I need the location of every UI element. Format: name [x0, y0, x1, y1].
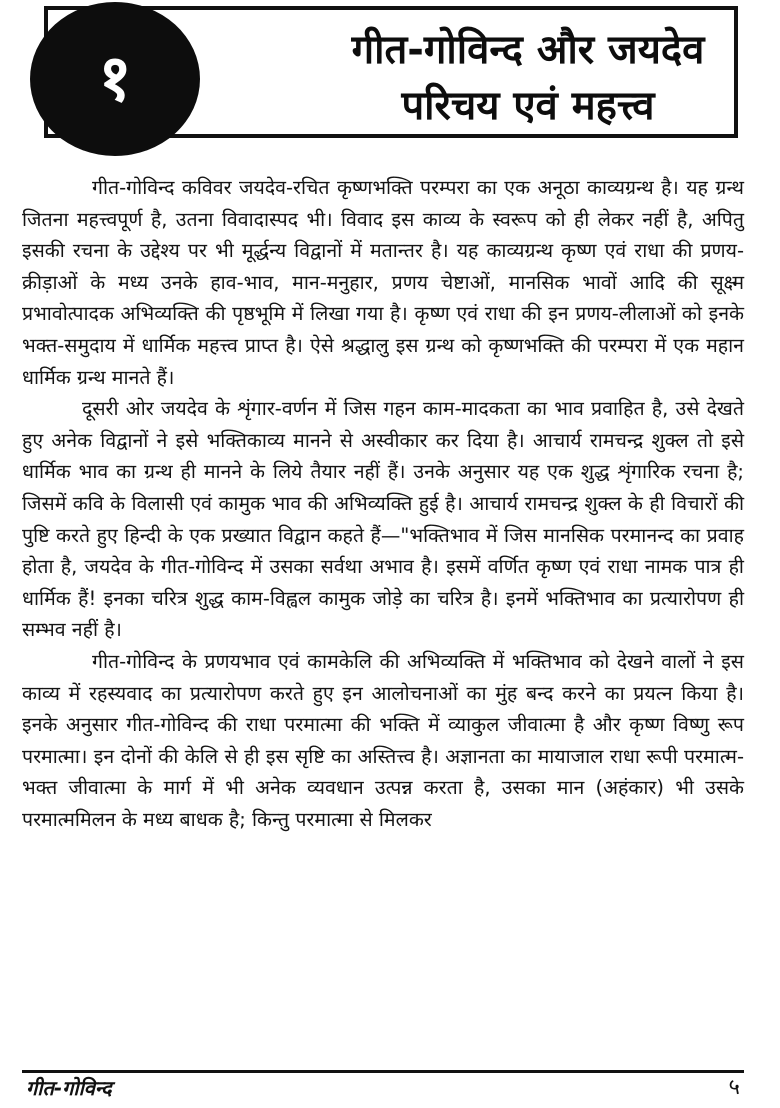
paragraph-1: गीत-गोविन्द कविवर जयदेव-रचित कृष्णभक्ति परम्परा का एक अनूठा काव्यग्रन्थ है। यह ग्रन्थ जितना महत्त्वपूर्ण है, उतना विवादास्पद भी। विवाद इस काव्य के स्वरूप को ही लेकर नहीं है, अपितु इसकी रचना के उद्देश्य पर भी मूर्द्धन्य विद्वानों में मतान्तर है। यह काव्यग्रन्थ कृष्ण एवं राधा की प्रणय-क्रीड़ाओं के मध्य उनके हाव-भाव, मान-मनुहार, प्रणय चेष्टाओं, मानसिक भावों आदि की सूक्ष्म प्रभावोत्पादक अभिव्यक्ति की पृष्ठभूमि में लिखा गया है। कृष्ण एवं राधा की इन प्रणय-लीलाओं को इनके भक्त-समुदाय में धार्मिक महत्त्व प्राप्त है। ऐसे श्रद्धालु इस ग्रन्थ को कृष्णभक्ति की परम्परा में एक महान धार्मिक ग्रन्थ मानते हैं।	[22, 176, 744, 389]
paragraph-3: गीत-गोविन्द के प्रणयभाव एवं कामकेलि की अभिव्यक्ति में भक्तिभाव को देखने वालों ने इस काव्य में रहस्यवाद का प्रत्यारोपण करते हुए इन आलोचनाओं का मुंह बन्द करने का प्रयत्न किया है। इनके अनुसार गीत-गोविन्द की राधा परमात्मा की भक्ति में व्याकुल जीवात्मा है और कृष्ण विष्णु रूप परमात्मा। इन दोनों की केलि से ही इस सृष्टि का अस्तित्त्व है। अज्ञानता का मायाजाल राधा रूपी परमात्म-भक्त जीवात्मा के मार्ग में भी अनेक व्यवधान उत्पन्न करता है, उसका मान (अहंकार) भी उसके परमात्ममिलन के मध्य बाधक है; किन्तु परमात्मा से मिलकर	[22, 649, 744, 831]
chapter-number: १	[98, 42, 132, 116]
paragraph-2: दूसरी ओर जयदेव के शृंगार-वर्णन में जिस गहन काम-मादकता का भाव प्रवाहित है, उसे देखते हुए अनेक विद्वानों ने इसे भक्तिकाव्य मानने से अस्वीकार कर दिया है। आचार्य रामचन्द्र शुक्ल तो इसे धार्मिक भाव का ग्रन्थ ही मानने के लिये तैयार नहीं हैं। उनके अनुसार यह एक शुद्ध शृंगारिक रचना है; जिसमें कवि के विलासी एवं कामुक भाव की अभिव्यक्ति हुई है। आचार्य रामचन्द्र शुक्ल के ही विचारों की पुष्टि करते हुए हिन्दी के एक प्रख्यात विद्वान कहते हैं—"भक्तिभाव में जिस मानसिक परमानन्द का प्रवाह होता है, जयदेव के गीत-गोविन्द में उसका सर्वथा अभाव है। इसमें वर्णित कृष्ण एवं राधा नामक पात्र ही धार्मिक हैं! इनका चरित्र शुद्ध काम-विह्वल कामुक जोड़े का चरित्र है। इनमें भक्तिभाव का प्रत्यारोपण ही सम्भव नहीं है।	[22, 397, 744, 642]
chapter-number-badge	[30, 2, 200, 156]
running-footer-title: गीत-गोविन्द	[26, 1076, 112, 1100]
footer-divider	[22, 1070, 744, 1073]
chapter-title-line-1: गीत-गोविन्द और जयदेव	[351, 27, 705, 73]
chapter-title-line-2: परिचय एवं महत्त्व	[401, 83, 655, 129]
chapter-title	[278, 22, 778, 134]
page-number: ५	[728, 1075, 740, 1100]
body-text	[22, 172, 744, 835]
